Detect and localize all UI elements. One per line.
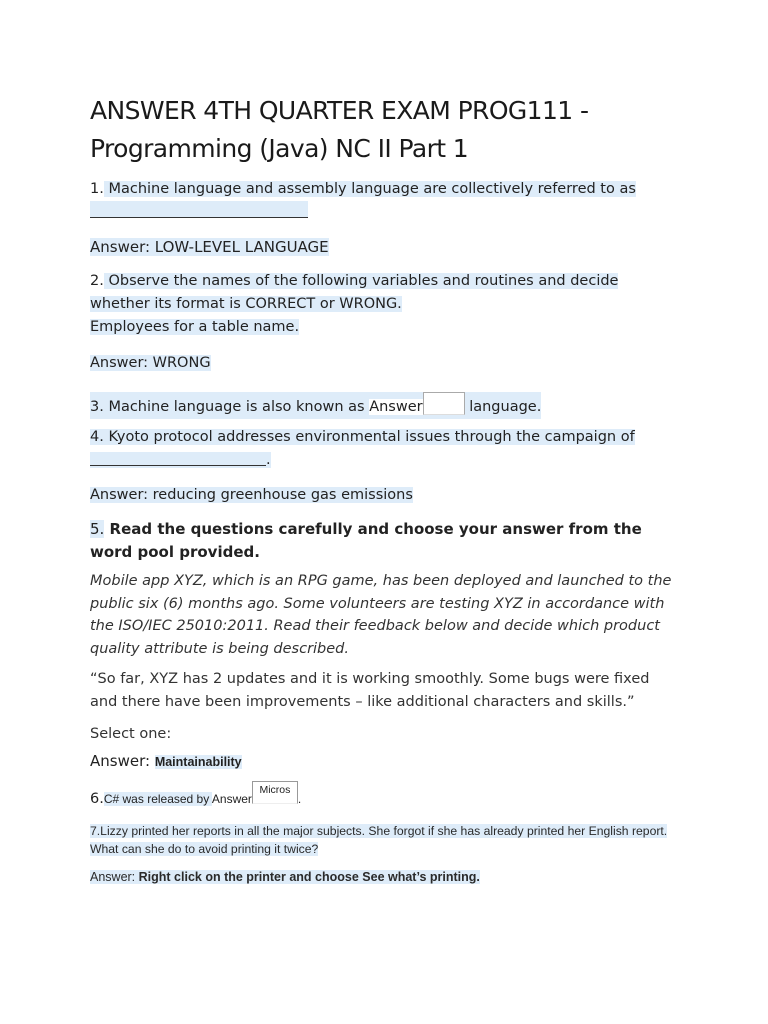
question-5-number: 5. <box>90 520 105 538</box>
question-2-number: 2. <box>90 273 104 289</box>
question-5-scenario: Mobile app XYZ, which is an RPG game, has been deployed and launched to the public six (6) months ago. Some volunteers are testing XYZ in accordance with the ISO/IEC 25010:2011. Read their feedback below and decide which product quality attribute is being described. <box>90 573 672 657</box>
question-5-quote: “So far, XYZ has 2 updates and it is working smoothly. Some bugs were fixed and there have been improvements – like additional characters and skills.” <box>90 671 650 710</box>
question-2-text: Observe the names of the following variables and routines and decide whether its format is CORRECT or WRONG. <box>90 273 619 312</box>
question-3-answer-box[interactable] <box>423 392 465 415</box>
answer-5 <box>90 750 242 774</box>
answer-1-text: Answer: LOW-LEVEL LANGUAGE <box>90 238 329 256</box>
question-3-text-after: language. <box>464 399 542 415</box>
question-4-number: 4. <box>90 429 104 445</box>
answer-5-label: Answer: <box>90 752 155 770</box>
question-5-text: Read the questions carefully and choose your answer from the word pool provided. <box>90 520 642 561</box>
answer-2 <box>90 352 211 375</box>
question-5 <box>90 518 650 564</box>
question-1-blank <box>90 201 308 218</box>
question-6-text: C# was released by <box>103 792 212 806</box>
question-6 <box>90 784 302 814</box>
question-1-number: 1. <box>90 181 104 197</box>
question-7-text: 7.Lizzy printed her reports in all the major subjects. She forgot if she has already printed her English report. What can she do to avoid printing it twice? <box>90 824 668 856</box>
question-1 <box>90 178 650 224</box>
answer-1 <box>90 236 329 259</box>
question-4-blank <box>90 449 266 466</box>
question-4 <box>90 426 650 472</box>
question-2 <box>90 270 680 339</box>
question-3 <box>90 392 541 419</box>
question-2-line2: Employees for a table name. <box>90 319 300 335</box>
answer-4-text: Answer: reducing greenhouse gas emissions <box>90 487 413 503</box>
answer-4 <box>90 484 413 507</box>
question-1-text: Machine language and assembly language are collectively referred to as <box>103 181 636 197</box>
question-4-text: Kyoto protocol addresses environmental issues through the campaign of <box>103 429 635 445</box>
select-one-label: Select one: <box>90 726 172 742</box>
page-title: ANSWER 4TH QUARTER EXAM PROG111 - Programming (Java) NC II Part 1 <box>90 96 589 163</box>
answer-7 <box>90 866 480 889</box>
question-6-answer-label: Answer <box>211 792 252 806</box>
answer-5-value: Maintainability <box>154 755 242 769</box>
question-6-end: . <box>297 792 302 806</box>
question-7 <box>90 822 690 858</box>
answer-7-value: Right click on the printer and choose See what’s printing. <box>138 870 480 884</box>
question-4-blank-end: . <box>266 452 271 468</box>
question-3-answer-label: Answer <box>369 399 423 415</box>
question-6-number: 6. <box>90 791 104 807</box>
question-6-answer-box[interactable]: Micros <box>252 781 298 804</box>
question-3-text-before: 3. Machine language is also known as <box>90 399 370 415</box>
answer-7-label: Answer: <box>90 870 139 884</box>
answer-2-text: Answer: WRONG <box>90 355 211 371</box>
